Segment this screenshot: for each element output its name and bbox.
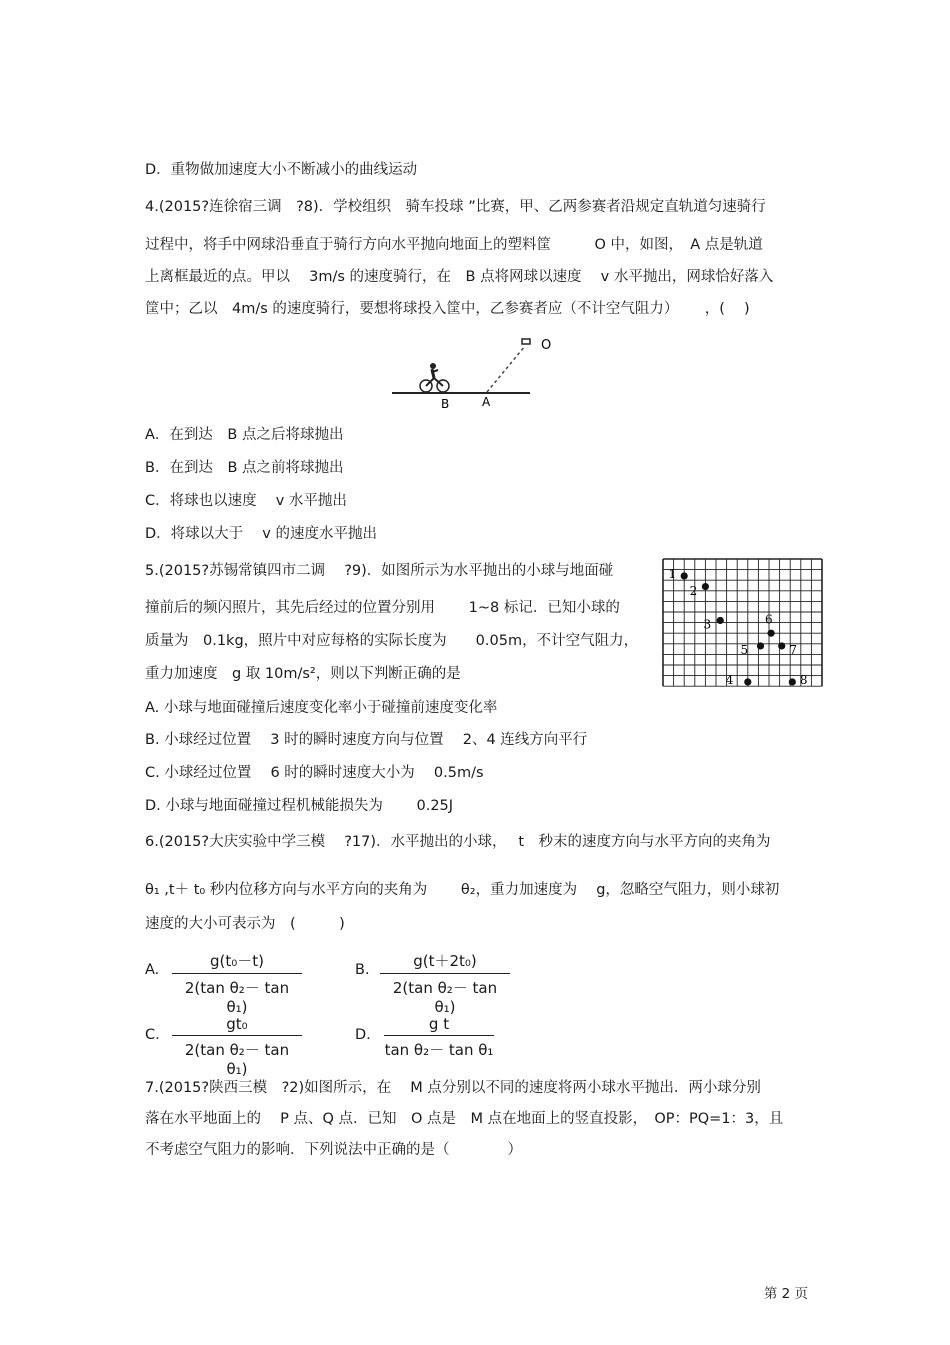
q3-option-d: D．重物做加速度大小不断减小的曲线运动 [145, 162, 418, 178]
q6-option-d-label: D. [355, 1027, 371, 1043]
q4-stem-line1: 4.(2015?连徐宿三调 ?8)．学校组织 骑车投球 ”比赛，甲、乙两参赛者沿规定直轨道匀速骑行 [145, 199, 766, 215]
position-label-4: 4 [725, 672, 734, 687]
ball-position-6 [768, 630, 775, 637]
q5-stem-line2: 撞前后的频闪照片，其先后经过的位置分别用 1~8 标记．已知小球的 [145, 600, 620, 616]
position-label-6: 6 [764, 612, 773, 627]
q5-stem-line1: 5.(2015?苏锡常镇四市二调 ?9)．如图所示为水平抛出的小球与地面碰 [145, 563, 614, 579]
position-label-8: 8 [799, 672, 808, 687]
q5-option-a: A. 小球与地面碰撞后速度变化率小于碰撞前速度变化率 [145, 700, 498, 716]
basket-icon [522, 339, 530, 344]
q7-stem-line3: 不考虑空气阻力的影响．下列说法中正确的是（ ） [145, 1142, 522, 1158]
point-a-label: A [482, 395, 491, 409]
ball-position-8 [789, 678, 796, 685]
q6-option-b-label: B. [355, 962, 370, 978]
q5-stem-line4: 重力加速度 g 取 10m/s²，则以下判断正确的是 [145, 666, 461, 682]
fraction-numerator: gt₀ [172, 1015, 302, 1036]
fraction-denominator: 2(tan θ₂－ tan θ₁) [392, 979, 498, 1016]
ball-position-1 [681, 572, 688, 579]
position-label-5: 5 [740, 643, 749, 658]
q6-stem-line2: θ₁ ,t＋ t₀ 秒内位移方向与水平方向的夹角为 θ₂，重力加速度为 g，忽略空气阻力，则小球初 [145, 882, 780, 898]
point-b-label: B [441, 397, 450, 411]
q4-stem-line2: 过程中，将手中网球沿垂直于骑行方向水平抛向地面上的塑料筐 O 中，如图， A 点是轨道 [145, 237, 763, 253]
cyclist-icon [420, 363, 449, 392]
q4-option-b: B．在到达 B 点之前将球抛出 [145, 460, 344, 476]
q5-option-d: D. 小球与地面碰撞过程机械能损失为 0.25J [145, 798, 454, 814]
q6-option-c-fraction [172, 1015, 302, 1078]
fraction-numerator: g(t＋2t₀) [380, 950, 510, 974]
q6-stem-line1: 6.(2015?大庆实验中学三模 ?17)．水平抛出的小球， t 秒末的速度方向与水平方向的夹角为 [145, 834, 771, 850]
q6-option-b-fraction [380, 950, 510, 1016]
q4-option-c: C．将球也以速度 v 水平抛出 [145, 493, 347, 509]
fraction-denominator: 2(tan θ₂－ tan θ₁) [184, 979, 290, 1016]
q4-stem-line4: 筐中；乙以 4m/s 的速度骑行，要想将球投入筐中，乙参赛者应（不计空气阻力） ，( ) [145, 301, 750, 317]
position-label-3: 3 [703, 617, 712, 632]
q7-stem-line2: 落在水平地面上的 P 点、Q 点．已知 O 点是 M 点在地面上的竖直投影， OP：PQ=1：3，且 [145, 1111, 784, 1127]
q6-option-d-fraction [384, 1015, 494, 1060]
q4-figure [388, 332, 558, 412]
position-label-2: 2 [689, 583, 698, 598]
point-o-label: O [541, 338, 552, 353]
fraction-denominator: 2(tan θ₂－ tan θ₁) [184, 1041, 290, 1078]
ball-position-2 [702, 583, 709, 590]
q5-stem-line3: 质量为 0.1kg，照片中对应每格的实际长度为 0.05m，不计空气阻力， [145, 633, 639, 649]
q4-stem-line3: 上离框最近的点。甲以 3m/s 的速度骑行，在 B 点将网球以速度 v 水平抛出，网球恰好落入 [145, 269, 774, 285]
ball-position-4 [744, 678, 751, 685]
fraction-numerator: g(t₀－t) [172, 950, 302, 974]
ball-position-7 [778, 642, 785, 649]
fraction-numerator: g t [384, 1015, 494, 1036]
q6-option-a-fraction [172, 950, 302, 1016]
page-number: 第 2 页 [763, 1286, 808, 1302]
position-label-7: 7 [789, 643, 797, 658]
q5-strobe-grid [662, 558, 828, 688]
q5-option-c: C. 小球经过位置 6 时的瞬时速度大小为 0.5m/s [145, 765, 484, 781]
q7-stem-line1: 7.(2015?陕西三模 ?2)如图所示，在 M 点分别以不同的速度将两小球水平抛出．两小球分别 [145, 1080, 761, 1096]
q4-option-a: A．在到达 B 点之后将球抛出 [145, 427, 344, 443]
q5-option-b: B. 小球经过位置 3 时的瞬时速度方向与位置 2、4 连线方向平行 [145, 732, 588, 748]
ball-position-3 [717, 617, 724, 624]
throw-path [487, 346, 525, 392]
position-label-1: 1 [668, 566, 677, 581]
q6-option-c-label: C. [145, 1027, 160, 1043]
ball-position-5 [757, 642, 764, 649]
fraction-denominator: tan θ₂－ tan θ₁ [384, 1041, 494, 1059]
q4-option-d: D．将球以大于 v 的速度水平抛出 [145, 526, 377, 542]
q6-stem-line3: 速度的大小可表示为 ( ) [145, 916, 345, 932]
q6-option-a-label: A. [145, 962, 160, 978]
